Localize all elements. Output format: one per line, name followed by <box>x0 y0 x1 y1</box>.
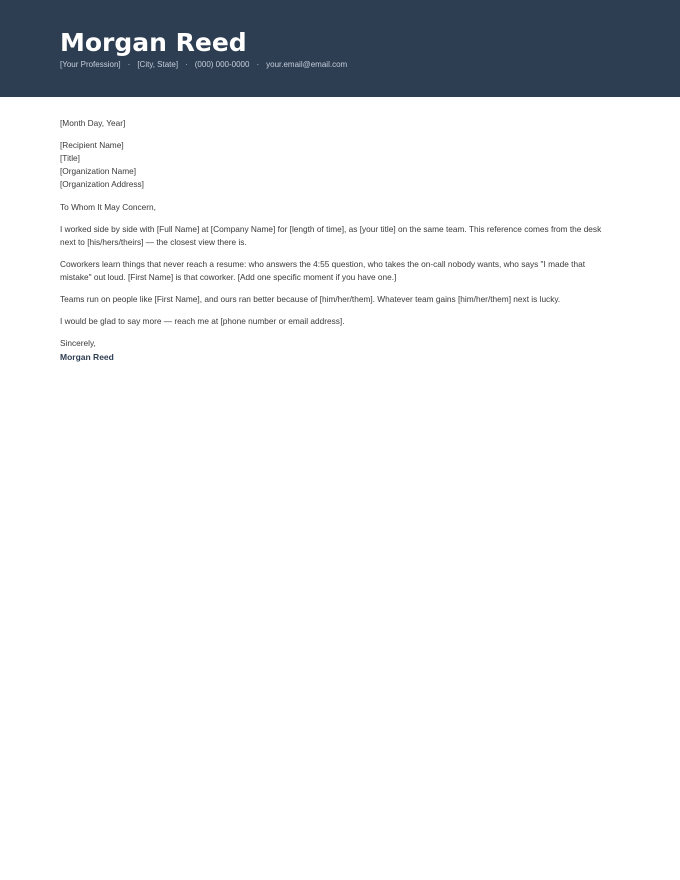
email: your.email@email.com <box>266 60 348 69</box>
salutation: To Whom It May Concern, <box>60 202 156 212</box>
signature: Morgan Reed <box>60 352 114 362</box>
body-paragraph: I worked side by side with [Full Name] at [Company Name] for [length of time], as [your title] on the same team. This reference comes from the desk next to [his/hers/theirs] — the closest view there is. <box>60 224 602 247</box>
recipient-address: [Organization Address] <box>60 179 144 189</box>
recipient-title: [Title] <box>60 153 80 163</box>
separator: · <box>256 60 260 69</box>
letter-body <box>60 117 612 364</box>
body-paragraph: I would be glad to say more — reach me at [phone number or email address]. <box>60 316 345 326</box>
recipient-name: [Recipient Name] <box>60 140 124 150</box>
location: [City, State] <box>137 60 179 69</box>
separator: · <box>185 60 188 69</box>
recipient-organization: [Organization Name] <box>60 166 137 176</box>
separator: · <box>127 60 131 69</box>
body-paragraph: Teams run on people like [First Name], and ours ran better because of [him/her/them]. Whatever team gains [him/her/them] next is lucky. <box>60 294 561 304</box>
sender-name: Morgan Reed <box>60 28 247 57</box>
contact-line <box>60 60 347 70</box>
profession: [Your Profession] <box>60 60 121 69</box>
letter-date: [Month Day, Year] <box>60 118 126 128</box>
body-paragraph: Coworkers learn things that never reach a resume: who answers the 4:55 question, who takes the on-call nobody wants, who says "I made that mistake" out loud. [First Name] is that coworker. [Add one specific moment if you have one.] <box>60 259 586 282</box>
recipient-block <box>60 139 612 191</box>
closing: Sincerely, <box>60 338 96 348</box>
letterhead <box>0 0 680 97</box>
phone: (000) 000-0000 <box>194 60 250 69</box>
